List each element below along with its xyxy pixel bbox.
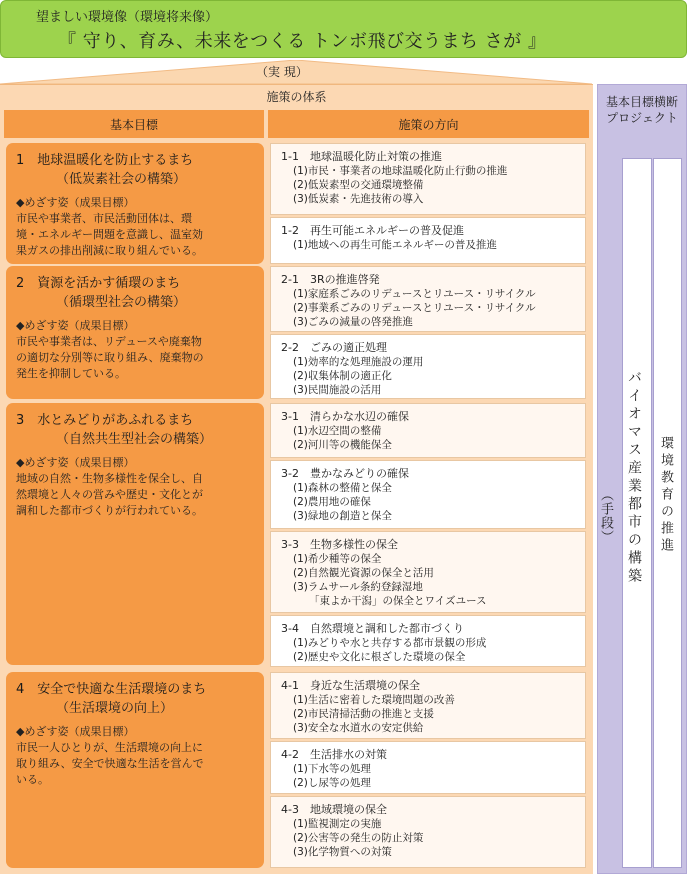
direction-3-3 [270, 531, 586, 613]
goal-ideal-line: 取り組み、安全で快適な生活を営んで [16, 757, 204, 770]
direction-item: (2)市民清掃活動の推進と支援 [293, 708, 434, 720]
goal-ideal-line: の適切な分別等に取り組み、廃棄物の [16, 351, 204, 364]
biomass-project-label: バイオマス産業都市の構築 [626, 370, 642, 586]
goal-ideal-line: 果ガスの排出削減に取り組んでいる。 [16, 244, 203, 257]
direction-title: 3-3 生物多様性の保全 [281, 538, 398, 551]
direction-title: 2-2 ごみの適正処理 [281, 341, 387, 354]
cross-project-title-line2: プロジェクト [606, 111, 678, 125]
vision-label: 望ましい環境像（環境将来像） [36, 10, 219, 25]
direction-item: (3)ごみの減量の啓発推進 [293, 316, 413, 328]
goal-ideal-label: ◆めざす姿（成果目標） [16, 196, 135, 209]
direction-item: (1)地域への再生可能エネルギーの普及推進 [293, 239, 497, 251]
direction-item: (1)市民・事業者の地球温暖化防止行動の推進 [293, 165, 508, 177]
goal-ideal-line: 市民や事業者は、リデュースや廃棄物 [16, 335, 202, 348]
direction-item: (3)緑地の創造と保全 [293, 510, 392, 522]
direction-title: 1-1 地球温暖化防止対策の推進 [281, 150, 442, 163]
direction-item: (2)農用地の確保 [293, 496, 371, 508]
direction-item: (2)収集体制の適正化 [293, 370, 392, 382]
direction-item: (2)自然観光資源の保全と活用 [293, 567, 434, 579]
goal-ideal-label: ◆めざす姿（成果目標） [16, 456, 135, 469]
cross-project-title [597, 94, 687, 126]
goal-title: 2 資源を活かす循環のまち [16, 276, 181, 291]
direction-title: 4-2 生活排水の対策 [281, 748, 387, 761]
direction-item: (1)生活に密着した環境問題の改善 [293, 694, 455, 706]
goal-ideal-line: いる。 [16, 773, 49, 786]
direction-title: 4-1 身近な生活環境の保全 [281, 679, 420, 692]
direction-title: 3-2 豊かなみどりの確保 [281, 467, 409, 480]
direction-3-2 [270, 460, 586, 529]
realize-label: （実 現） [256, 65, 308, 79]
direction-1-1 [270, 143, 586, 215]
goal-ideal-line: 調和した都市づくりが行われている。 [16, 504, 203, 517]
goal-1 [6, 143, 264, 264]
goal-ideal-line: 発生を抑制している。 [16, 367, 126, 380]
goal-ideal-line: 市民や事業者、市民活動団体は、環 [16, 212, 192, 225]
goal-3 [6, 403, 264, 665]
direction-2-1 [270, 266, 586, 332]
direction-item: (2)河川等の機能保全 [293, 439, 392, 451]
direction-item: (3)ラムサール条約登録湿地 [293, 581, 423, 593]
goal-2 [6, 266, 264, 399]
direction-3-4 [270, 615, 586, 667]
direction-item: (1)みどりや水と共存する都市景観の形成 [293, 637, 487, 649]
direction-title: 4-3 地域環境の保全 [281, 803, 387, 816]
means-label: （手段） [598, 488, 613, 544]
direction-item: 「東よか干潟」の保全とワイズユース [309, 595, 487, 607]
direction-item: (3)低炭素・先進技術の導入 [293, 193, 424, 205]
goal-subtitle: （循環型社会の構築） [56, 295, 187, 310]
direction-item: (1)効率的な処理施設の運用 [293, 356, 424, 368]
direction-3-1 [270, 403, 586, 458]
direction-item: (2)し尿等の処理 [293, 777, 371, 789]
vision-statement: 『 守り、育み、未来をつくる トンボ飛び交うまち さが 』 [58, 31, 547, 52]
goal-title: 3 水とみどりがあふれるまち [16, 413, 194, 428]
direction-item: (2)事業系ごみのリデュースとリユース・リサイクル [293, 302, 536, 314]
direction-item: (1)森林の整備と保全 [293, 482, 392, 494]
goal-ideal-label: ◆めざす姿（成果目標） [16, 319, 135, 332]
goal-ideal-line: 然環境と人々の営みや歴史・文化とが [16, 488, 203, 501]
goal-subtitle: （自然共生型社会の構築） [56, 432, 213, 447]
direction-1-2 [270, 217, 586, 264]
direction-item: (3)安全な水道水の安定供給 [293, 722, 424, 734]
direction-title: 2-1 3Rの推進啓発 [281, 273, 380, 286]
direction-4-1 [270, 672, 586, 739]
direction-4-2 [270, 741, 586, 794]
education-project-label: 環境教育の推進 [658, 436, 673, 555]
goal-title: 1 地球温暖化を防止するまち [16, 153, 194, 168]
direction-item: (2)歴史や文化に根ざした環境の保全 [293, 651, 466, 663]
direction-item: (3)民間施設の活用 [293, 384, 382, 396]
goal-4 [6, 672, 264, 868]
goal-subtitle: （生活環境の向上） [56, 701, 174, 716]
cross-project-title-line1: 基本目標横断 [605, 95, 678, 109]
direction-item: (1)水辺空間の整備 [293, 425, 382, 437]
direction-title: 1-2 再生可能エネルギーの普及促進 [281, 224, 464, 237]
direction-item: (2)低炭素型の交通環境整備 [293, 179, 424, 191]
direction-4-3 [270, 796, 586, 868]
direction-item: (1)監視測定の実施 [293, 818, 382, 830]
direction-2-2 [270, 334, 586, 399]
direction-title: 3-1 清らかな水辺の確保 [281, 410, 409, 423]
goal-ideal-label: ◆めざす姿（成果目標） [16, 725, 135, 738]
goal-ideal-line: 市民一人ひとりが、生活環境の向上に [16, 741, 203, 754]
goal-ideal-line: 境・エネルギー問題を意識し、温室効 [16, 228, 203, 241]
direction-item: (1)家庭系ごみのリデュースとリユース・リサイクル [293, 288, 536, 300]
policy-system-title: 施策の体系 [266, 90, 327, 104]
goal-title: 4 安全で快適な生活環境のまち [16, 682, 207, 697]
direction-title: 3-4 自然環境と調和した都市づくり [281, 622, 464, 635]
goals-column-header: 基本目標 [4, 110, 264, 138]
directions-column-header: 施策の方向 [268, 110, 589, 138]
direction-item: (1)下水等の処理 [293, 763, 371, 775]
goal-ideal-line: 地域の自然・生物多様性を保全し、自 [16, 472, 203, 485]
direction-item: (2)公害等の発生の防止対策 [293, 832, 424, 844]
direction-item: (3)化学物質への対策 [293, 846, 392, 858]
goal-subtitle: （低炭素社会の構築） [56, 172, 187, 187]
direction-item: (1)希少種等の保全 [293, 553, 382, 565]
